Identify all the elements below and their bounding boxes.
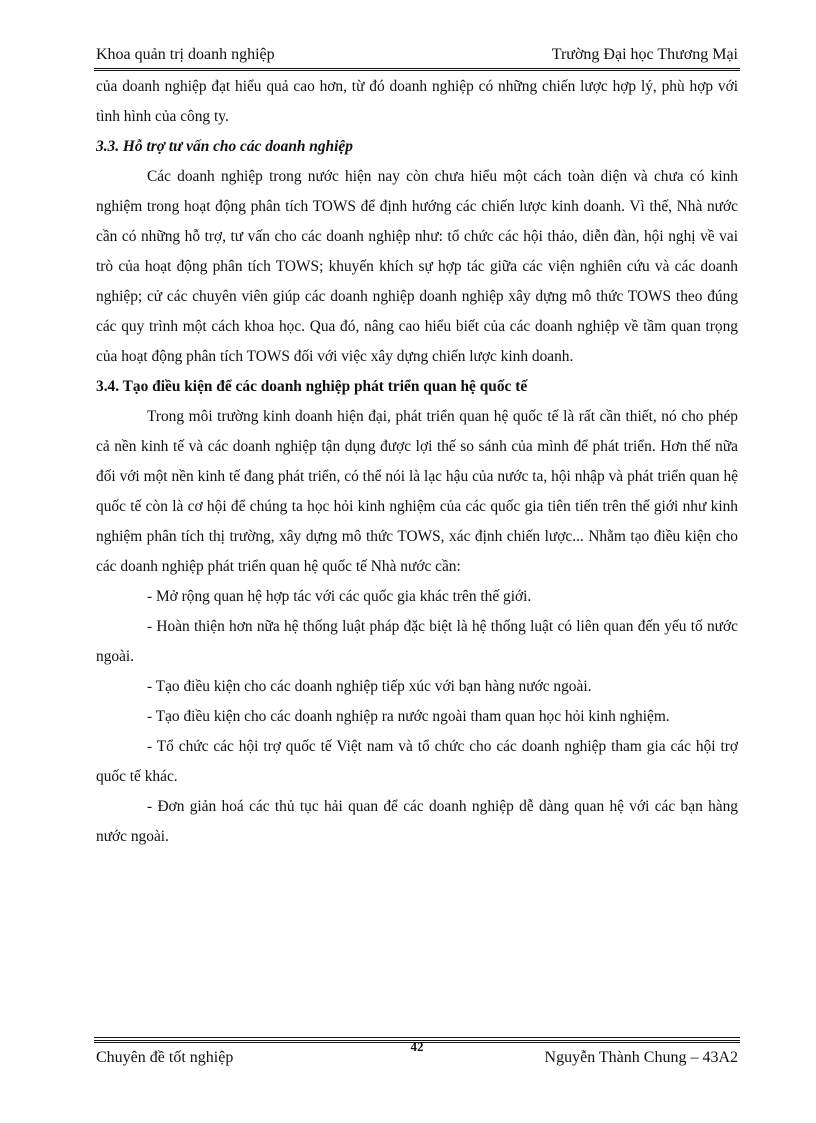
footer-author: Nguyễn Thành Chung – 43A2	[544, 1049, 738, 1066]
list-item: - Tổ chức các hội trợ quốc tế Việt nam và tổ chức cho các doanh nghiệp tham gia các hội trợ quốc tế khác.	[96, 738, 738, 785]
list-item: - Mở rộng quan hệ hợp tác với các quốc gia khác trên thế giới.	[147, 588, 532, 605]
header-rule	[94, 68, 740, 71]
section-heading-3-3: 3.3. Hỗ trợ tư vấn cho các doanh nghiệp	[96, 138, 353, 155]
list-item: - Tạo điều kiện cho các doanh nghiệp tiếp xúc với bạn hàng nước ngoài.	[147, 678, 592, 695]
section-3-3-paragraph: Các doanh nghiệp trong nước hiện nay còn chưa hiểu một cách toàn diện và chưa có kinh nghiệm trong hoạt động phân tích TOWS để định hướng các chiến lược kinh doanh. Vì thế, Nhà nước cần có những hỗ trợ, tư vấn cho các doanh nghiệp như: tổ chức các hội thảo, diễn đàn, hội nghị về vai trò của hoạt động phân tích TOWS; khuyến khích sự hợp tác giữa các viện nghiên cứu và các doanh nghiệp; cử các chuyên viên giúp các doanh nghiệp doanh nghiệp xây dựng mô thức TOWS theo đúng các quy trình một cách khoa học. Qua đó, nâng cao hiểu biết của các doanh nghiệp về tầm quan trọng của hoạt động phân tích TOWS đối với việc xây dựng chiến lược kinh doanh.	[96, 168, 738, 365]
page-footer	[96, 1039, 738, 1071]
section-3-4-paragraph: Trong môi trường kinh doanh hiện đại, phát triển quan hệ quốc tế là rất cần thiết, nó cho phép cả nền kinh tế và các doanh nghiệp tận dụng được lợi thế so sánh của mình để phát triển. Hơn thế nữa đối với một nền kinh tế đang phát triển, có thể nói là lạc hậu của nước ta, hội nhập và phát triển quan hệ quốc tế còn là cơ hội để chúng ta học hỏi kinh nghiệm của các quốc gia tiên tiến trên thế giới như kinh nghiệm phân tích thị trường, xây dựng mô thức TOWS, xác định chiến lược... Nhằm tạo điều kiện cho các doanh nghiệp phát triển quan hệ quốc tế Nhà nước cần:	[96, 408, 738, 575]
page-content	[96, 72, 738, 852]
footer-rule-thin	[94, 1037, 740, 1038]
page-header	[96, 44, 738, 70]
intro-paragraph: của doanh nghiệp đạt hiểu quả cao hơn, từ đó doanh nghiệp có những chiến lược hợp lý, phù hợp với tình hình của công ty.	[96, 78, 738, 125]
header-university: Trường Đại học Thương Mại	[551, 46, 738, 63]
list-item: - Hoàn thiện hơn nữa hệ thống luật pháp đặc biệt là hệ thống luật có liên quan đến yếu tố nước ngoài.	[96, 618, 738, 665]
list-item: - Đơn giản hoá các thủ tục hải quan để các doanh nghiệp dễ dàng quan hệ với các bạn hàng nước ngoài.	[96, 798, 738, 845]
footer-report-type: Chuyên đề tốt nghiệp	[96, 1049, 234, 1066]
section-heading-3-4: 3.4. Tạo điều kiện để các doanh nghiệp phát triển quan hệ quốc tế	[96, 378, 528, 395]
page-number: 42	[410, 1039, 424, 1054]
header-faculty: Khoa quản trị doanh nghiệp	[96, 46, 275, 63]
list-item: - Tạo điều kiện cho các doanh nghiệp ra nước ngoài tham quan học hỏi kinh nghiệm.	[147, 708, 670, 725]
